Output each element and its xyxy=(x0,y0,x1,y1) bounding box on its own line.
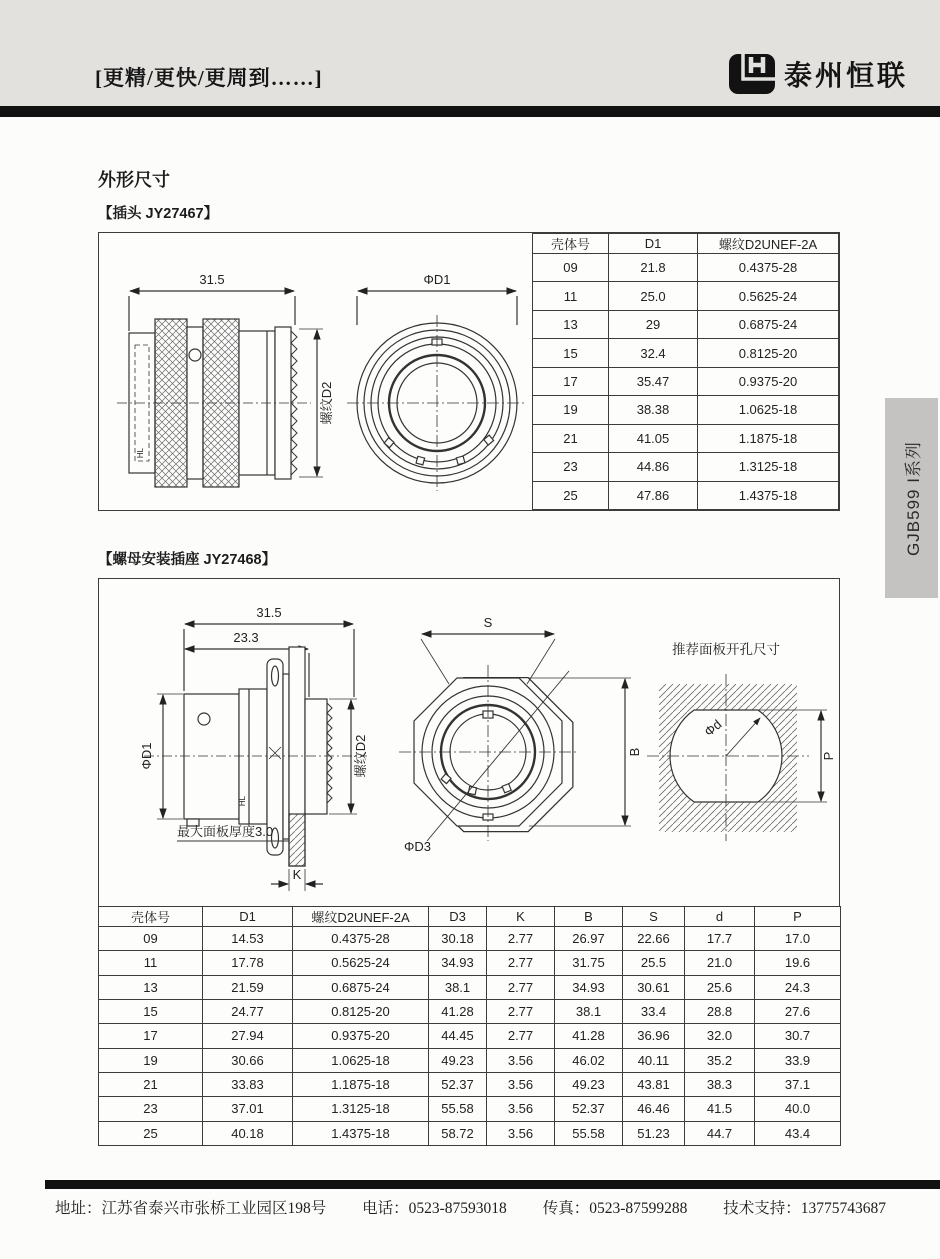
table-cell: 37.1 xyxy=(755,1072,841,1096)
table-cell: 17.7 xyxy=(685,927,755,951)
series-side-tab xyxy=(885,398,938,598)
table-row xyxy=(99,1048,841,1072)
table-cell: 41.28 xyxy=(555,1024,623,1048)
brand-name: 泰州恒联 xyxy=(783,60,908,91)
table-cell: 1.1875-18 xyxy=(293,1072,429,1096)
column-header: S xyxy=(623,907,685,927)
recp-body-mark: HL xyxy=(238,795,247,807)
receptacle-section-label: 【螺母安装插座 JY27468】 xyxy=(98,552,277,568)
table-cell: 49.23 xyxy=(429,1048,487,1072)
table-cell: 38.1 xyxy=(555,999,623,1023)
table-row xyxy=(99,927,841,951)
table-cell: 17.78 xyxy=(203,951,293,975)
column-header: B xyxy=(555,907,623,927)
plug-figure-box xyxy=(98,232,840,511)
table-cell: 30.18 xyxy=(429,927,487,951)
table-cell: 21.59 xyxy=(203,975,293,999)
table-cell: 21.0 xyxy=(685,951,755,975)
table-cell: 19 xyxy=(533,396,609,424)
table-cell: 24.3 xyxy=(755,975,841,999)
table-cell: 24.77 xyxy=(203,999,293,1023)
table-row xyxy=(533,282,839,310)
table-cell: 40.18 xyxy=(203,1121,293,1145)
table-cell: 32.4 xyxy=(609,339,698,367)
table-cell: 0.8125-20 xyxy=(698,339,839,367)
recp-dim-p: P xyxy=(821,751,836,761)
table-row xyxy=(99,999,841,1023)
table-cell: 1.3125-18 xyxy=(698,453,839,481)
table-cell: 09 xyxy=(533,254,609,282)
plug-drawing xyxy=(99,233,535,509)
table-cell: 2.77 xyxy=(487,1024,555,1048)
table-row xyxy=(533,339,839,367)
table-cell: 44.45 xyxy=(429,1024,487,1048)
table-cell: 52.37 xyxy=(555,1097,623,1121)
table-cell: 29 xyxy=(609,310,698,338)
table-cell: 13 xyxy=(99,975,203,999)
brand xyxy=(728,52,908,96)
table-cell: 0.5625-24 xyxy=(293,951,429,975)
table-cell: 17.0 xyxy=(755,927,841,951)
table-cell: 36.96 xyxy=(623,1024,685,1048)
table-cell: 35.47 xyxy=(609,367,698,395)
table-cell: 2.77 xyxy=(487,951,555,975)
table-cell: 25.0 xyxy=(609,282,698,310)
receptacle-figure-box xyxy=(98,578,840,907)
table-cell: 0.9375-20 xyxy=(698,367,839,395)
table-cell: 30.66 xyxy=(203,1048,293,1072)
table-cell: 1.4375-18 xyxy=(698,481,839,510)
table-cell: 40.0 xyxy=(755,1097,841,1121)
column-header: 壳体号 xyxy=(533,234,609,254)
table-row xyxy=(533,310,839,338)
table-row xyxy=(99,975,841,999)
recp-dim-d3: ΦD3 xyxy=(404,839,431,854)
table-cell: 25.5 xyxy=(623,951,685,975)
table-row xyxy=(533,453,839,481)
table-row xyxy=(99,951,841,975)
column-header: d xyxy=(685,907,755,927)
table-cell: 34.93 xyxy=(429,951,487,975)
receptacle-drawing xyxy=(99,579,838,905)
table-cell: 43.4 xyxy=(755,1121,841,1145)
table-cell: 58.72 xyxy=(429,1121,487,1145)
table-cell: 34.93 xyxy=(555,975,623,999)
table-cell: 49.23 xyxy=(555,1072,623,1096)
column-header: 壳体号 xyxy=(99,907,203,927)
table-cell: 26.97 xyxy=(555,927,623,951)
table-cell: 2.77 xyxy=(487,999,555,1023)
table-row xyxy=(533,481,839,510)
column-header: 螺纹D2UNEF-2A xyxy=(698,234,839,254)
page-title: 外形尺寸 xyxy=(98,170,170,190)
recp-dim-total-length: 31.5 xyxy=(256,605,282,620)
recp-dim-front-length: 23.3 xyxy=(233,630,259,645)
table-cell: 38.38 xyxy=(609,396,698,424)
table-cell: 21 xyxy=(99,1072,203,1096)
table-cell: 25.6 xyxy=(685,975,755,999)
footer-divider-bar xyxy=(45,1180,940,1189)
recp-dim-d: Φd xyxy=(701,716,725,740)
column-header: D1 xyxy=(609,234,698,254)
table-cell: 0.4375-28 xyxy=(698,254,839,282)
slogan-text: [更精/更快/更周到……] xyxy=(95,66,323,90)
plug-dim-front-dia: ΦD1 xyxy=(423,272,451,287)
table-cell: 28.8 xyxy=(685,999,755,1023)
table-cell: 21 xyxy=(533,424,609,452)
table-cell: 2.77 xyxy=(487,975,555,999)
table-cell: 23 xyxy=(99,1097,203,1121)
table-cell: 46.02 xyxy=(555,1048,623,1072)
table-cell: 2.77 xyxy=(487,927,555,951)
table-cell: 31.75 xyxy=(555,951,623,975)
table-cell: 51.23 xyxy=(623,1121,685,1145)
recp-panel-cutout-title: 推荐面板开孔尺寸 xyxy=(672,642,780,657)
header-band xyxy=(0,0,940,106)
recp-panel-thickness-note: 最大面板厚度3.0 xyxy=(177,824,274,839)
table-cell: 1.1875-18 xyxy=(698,424,839,452)
column-header: K xyxy=(487,907,555,927)
plug-dim-length: 31.5 xyxy=(199,272,225,287)
table-cell: 19 xyxy=(99,1048,203,1072)
table-cell: 30.61 xyxy=(623,975,685,999)
footer-phone: 电话：0523-87593018 xyxy=(362,1200,507,1217)
table-cell: 55.58 xyxy=(429,1097,487,1121)
table-cell: 47.86 xyxy=(609,481,698,510)
recp-front-dia-label: ΦD1 xyxy=(139,742,154,770)
plug-dimension-table xyxy=(532,233,839,510)
table-cell: 21.8 xyxy=(609,254,698,282)
table-row xyxy=(99,1072,841,1096)
table-cell: 41.5 xyxy=(685,1097,755,1121)
table-cell: 40.11 xyxy=(623,1048,685,1072)
table-cell: 1.0625-18 xyxy=(698,396,839,424)
table-cell: 0.9375-20 xyxy=(293,1024,429,1048)
table-row xyxy=(99,1097,841,1121)
table-cell: 41.05 xyxy=(609,424,698,452)
table-row xyxy=(533,254,839,282)
table-row xyxy=(99,1024,841,1048)
table-cell: 0.6875-24 xyxy=(293,975,429,999)
table-cell: 22.66 xyxy=(623,927,685,951)
table-cell: 11 xyxy=(99,951,203,975)
table-cell: 27.6 xyxy=(755,999,841,1023)
table-cell: 3.56 xyxy=(487,1121,555,1145)
footer-address: 地址：江苏省泰兴市张桥工业园区198号 xyxy=(55,1200,327,1217)
table-cell: 25 xyxy=(99,1121,203,1145)
series-side-tab-label: GJB599 I系列 xyxy=(904,440,923,556)
table-cell: 3.56 xyxy=(487,1072,555,1096)
table-cell: 38.3 xyxy=(685,1072,755,1096)
table-cell: 15 xyxy=(533,339,609,367)
table-cell: 17 xyxy=(99,1024,203,1048)
table-cell: 1.0625-18 xyxy=(293,1048,429,1072)
table-cell: 38.1 xyxy=(429,975,487,999)
table-cell: 11 xyxy=(533,282,609,310)
table-cell: 15 xyxy=(99,999,203,1023)
table-row xyxy=(533,396,839,424)
recp-dim-k: K xyxy=(292,867,302,882)
table-cell: 0.6875-24 xyxy=(698,310,839,338)
receptacle-dimension-table xyxy=(98,906,841,1146)
footer-fax: 传真：0523-87599288 xyxy=(542,1200,688,1217)
recp-thread-label: 螺纹D2 xyxy=(353,734,368,778)
table-cell: 17 xyxy=(533,367,609,395)
table-cell: 23 xyxy=(533,453,609,481)
table-cell: 37.01 xyxy=(203,1097,293,1121)
table-cell: 33.83 xyxy=(203,1072,293,1096)
plug-body-mark: HL xyxy=(136,447,145,459)
table-cell: 46.46 xyxy=(623,1097,685,1121)
table-row xyxy=(99,1121,841,1145)
table-cell: 44.7 xyxy=(685,1121,755,1145)
table-cell: 35.2 xyxy=(685,1048,755,1072)
table-cell: 32.0 xyxy=(685,1024,755,1048)
column-header: D1 xyxy=(203,907,293,927)
table-cell: 3.56 xyxy=(487,1048,555,1072)
table-cell: 0.8125-20 xyxy=(293,999,429,1023)
table-cell: 0.4375-28 xyxy=(293,927,429,951)
table-cell: 41.28 xyxy=(429,999,487,1023)
table-cell: 33.4 xyxy=(623,999,685,1023)
column-header: 螺纹D2UNEF-2A xyxy=(293,907,429,927)
table-cell: 1.3125-18 xyxy=(293,1097,429,1121)
table-row xyxy=(533,367,839,395)
table-cell: 33.9 xyxy=(755,1048,841,1072)
footer-contact xyxy=(55,1196,925,1218)
table-cell: 09 xyxy=(99,927,203,951)
table-cell: 3.56 xyxy=(487,1097,555,1121)
table-cell: 44.86 xyxy=(609,453,698,481)
table-cell: 52.37 xyxy=(429,1072,487,1096)
table-header-row xyxy=(533,234,839,254)
recp-dim-s: S xyxy=(483,615,493,630)
table-cell: 0.5625-24 xyxy=(698,282,839,310)
table-cell: 25 xyxy=(533,481,609,510)
table-row xyxy=(533,424,839,452)
footer-support: 技术支持：13775743687 xyxy=(723,1200,886,1217)
table-cell: 1.4375-18 xyxy=(293,1121,429,1145)
brand-logo-icon xyxy=(728,52,776,96)
table-cell: 13 xyxy=(533,310,609,338)
table-cell: 55.58 xyxy=(555,1121,623,1145)
header-divider-bar xyxy=(0,106,940,117)
table-cell: 27.94 xyxy=(203,1024,293,1048)
table-cell: 43.81 xyxy=(623,1072,685,1096)
recp-dim-b: B xyxy=(627,747,642,757)
table-header-row xyxy=(99,907,841,927)
table-cell: 14.53 xyxy=(203,927,293,951)
column-header: P xyxy=(755,907,841,927)
column-header: D3 xyxy=(429,907,487,927)
plug-section-label: 【插头 JY27467】 xyxy=(98,206,219,222)
table-cell: 19.6 xyxy=(755,951,841,975)
plug-thread-label: 螺纹D2 xyxy=(319,381,334,425)
table-cell: 30.7 xyxy=(755,1024,841,1048)
